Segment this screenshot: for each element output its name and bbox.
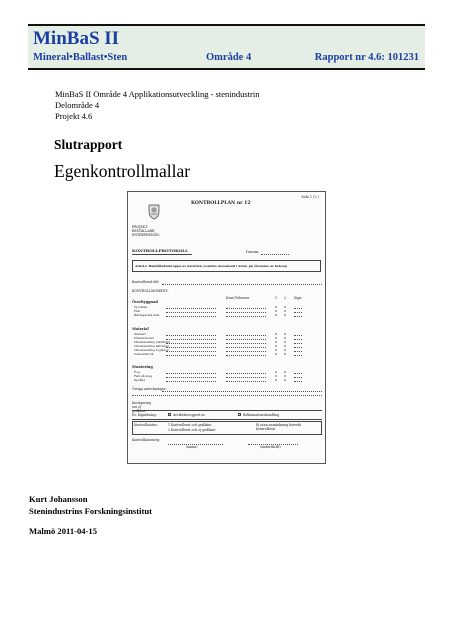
col-header-sign: Sign	[294, 296, 302, 300]
header-title: MinBaS II	[33, 28, 120, 49]
row-krav-dots	[226, 312, 266, 313]
reklamation-label: Reklamationshandling	[243, 413, 280, 417]
reklamation-checkbox	[238, 413, 241, 416]
row-sign-dots	[294, 351, 302, 352]
row-check-circle: o	[275, 352, 278, 356]
row-leader-dots	[166, 351, 216, 352]
row-krav-dots	[226, 373, 266, 374]
row-sign-dots	[294, 343, 302, 344]
row-leader-dots	[166, 377, 216, 378]
row-sign-dots	[294, 373, 302, 374]
row-leader-dots	[166, 381, 216, 382]
kontrollmoment-label: KONTROLLMOMENT:	[132, 289, 169, 293]
avvikelse-checkbox	[168, 413, 171, 416]
row-check-circle: o	[275, 336, 278, 340]
row-check-circle: o	[275, 313, 278, 317]
row-check-circle: o	[284, 305, 287, 309]
col-header-krav: Krav/Tolerans	[226, 296, 250, 300]
row-check-circle: o	[284, 370, 287, 374]
section-overbyggnad: Överbyggnad	[132, 300, 158, 304]
row-check-circle: o	[284, 309, 287, 313]
main-title: Egenkontrollmallar	[54, 161, 191, 181]
control-plan-form-image	[127, 191, 326, 464]
row-label: Bärlagerets mat.	[134, 313, 161, 317]
row-sign-dots	[294, 339, 302, 340]
row-leader-dots	[166, 339, 216, 340]
row-krav-dots	[226, 377, 266, 378]
row-leader-dots	[166, 343, 216, 344]
row-label: Tjocklek	[134, 305, 148, 309]
row-leader-dots	[166, 335, 216, 336]
row-check-circle: o	[275, 309, 278, 313]
row-krav-dots	[226, 343, 266, 344]
row-check-circle: o	[284, 336, 287, 340]
avvikelse-label: Avvikelserapport nr	[173, 413, 205, 417]
meta-line-2: Delområde 4	[55, 100, 100, 110]
meta-line-3: Projekt 4.6	[55, 111, 93, 121]
divider	[132, 410, 322, 411]
atgard-label: Ev. åtgärdning:	[132, 413, 157, 417]
row-krav-dots	[226, 339, 266, 340]
author-org: Stenindustrins Forskningsinstitut	[29, 505, 152, 516]
namn-label: (namn)	[186, 445, 198, 449]
row-check-circle: o	[284, 348, 287, 352]
row-sign-dots	[294, 335, 302, 336]
row-sign-dots	[294, 316, 302, 317]
row-check-circle: o	[284, 340, 287, 344]
row-krav-dots	[226, 335, 266, 336]
row-check-circle: o	[284, 332, 287, 336]
kontrollerad-del-dots	[162, 284, 322, 285]
row-check-circle: o	[275, 332, 278, 336]
row-sign-dots	[294, 347, 302, 348]
korrigering-label: Korrigering ses ej godkänt:	[132, 401, 151, 414]
row-leader-dots	[166, 355, 216, 356]
project-labels	[132, 225, 160, 237]
row-krav-dots	[226, 351, 266, 352]
coat-of-arms-icon	[147, 203, 161, 220]
place-date: Malmö 2011-04-15	[29, 526, 98, 536]
label-bestallare: BESTÄLLARE:	[132, 229, 156, 234]
control-plan-title: KONTROLLPLAN nr 12	[191, 201, 251, 206]
row-label: Stenart	[134, 332, 146, 336]
row-check-circle: o	[275, 340, 278, 344]
underskrift-label: (underskrift)	[260, 445, 281, 449]
kontrollerad-del-label: Kontrollerad del:	[132, 280, 160, 284]
row-label: Språng	[134, 378, 146, 382]
datum-dots	[261, 254, 289, 255]
row-leader-dots	[166, 373, 216, 374]
row-check-circle: o	[284, 313, 287, 317]
row-krav-dots	[226, 381, 266, 382]
activity-text: Arbete: Bakfälladsskvoppa av naturlen ovanbio mosaksall i kruk, på ötenams av betong	[135, 264, 287, 268]
row-check-circle: o	[284, 352, 287, 356]
row-leader-dots	[166, 312, 216, 313]
header-report-number: Rapport nr 4.6: 101231	[314, 52, 419, 63]
protocol-title: KONTROLLPROTOKOLL	[132, 248, 188, 253]
row-label: Fall på steg	[134, 374, 153, 378]
row-krav-dots	[226, 347, 266, 348]
form-page-number: Sida 1 (2 )	[301, 195, 319, 199]
row-check-circle: o	[284, 344, 287, 348]
divider	[132, 419, 322, 420]
row-leader-dots	[166, 308, 216, 309]
project-meta	[55, 89, 259, 122]
row-check-circle: o	[284, 378, 287, 382]
row-check-circle: o	[275, 348, 278, 352]
status-1: 1 Kontrollerat och godkänt	[168, 423, 212, 427]
row-label: Ytbehandling sättning	[134, 344, 169, 348]
section-montering: Montering	[132, 365, 153, 369]
ovriga-label: Övriga anteckningar:	[132, 387, 167, 391]
col-header-1: 1	[275, 296, 278, 300]
status-3: Ej utan anmärkning korrekt kontrollerat	[256, 423, 302, 432]
row-krav-dots	[226, 355, 266, 356]
row-leader-dots	[166, 316, 216, 317]
meta-line-1: MinBaS II Område 4 Applikationsutveckling - stenindustrin	[55, 89, 260, 99]
row-leader-dots	[166, 347, 216, 348]
label-entreprenor: ENTREPRENÖR:	[132, 233, 160, 238]
protocol-underline	[132, 254, 192, 255]
row-label: Fall	[134, 309, 140, 313]
row-label: Ytbehandling plattning	[134, 340, 171, 344]
row-check-circle: o	[275, 374, 278, 378]
section-material: Material	[132, 327, 149, 331]
row-krav-dots	[226, 316, 266, 317]
header-subtitle: Mineral•Ballast•Sten	[33, 52, 128, 63]
row-label: Ytbehandling fogsidor	[134, 348, 169, 352]
row-sign-dots	[294, 355, 302, 356]
kontrollansvarig-label: Kontrollansvarig:	[132, 438, 160, 442]
row-label: Fog	[134, 370, 140, 374]
row-label: Cementbruk	[134, 352, 154, 356]
row-label: Dimensioner	[134, 336, 154, 340]
row-sign-dots	[294, 308, 302, 309]
col-header-2: 2	[284, 296, 287, 300]
row-sign-dots	[294, 312, 302, 313]
row-check-circle: o	[284, 374, 287, 378]
row-sign-dots	[294, 377, 302, 378]
ovriga-dots	[162, 391, 322, 392]
kontrollstatus-label: Kontrollstatus:	[134, 423, 158, 427]
row-krav-dots	[226, 308, 266, 309]
row-check-circle: o	[275, 305, 278, 309]
row-sign-dots	[294, 381, 302, 382]
datum-label: Datum:	[246, 250, 260, 254]
author-block	[29, 494, 152, 517]
report-header-band	[28, 24, 425, 70]
header-area: Område 4	[206, 52, 252, 63]
author-name: Kurt Johansson	[29, 494, 88, 504]
row-check-circle: o	[275, 370, 278, 374]
section-heading: Slutrapport	[54, 137, 123, 152]
row-check-circle: o	[275, 378, 278, 382]
label-projekt: PROJEKT:	[132, 225, 149, 229]
row-check-circle: o	[275, 344, 278, 348]
ovriga-dots-2	[132, 395, 322, 396]
status-2: 2 Kontrollerat och ej godkänt	[168, 428, 216, 432]
